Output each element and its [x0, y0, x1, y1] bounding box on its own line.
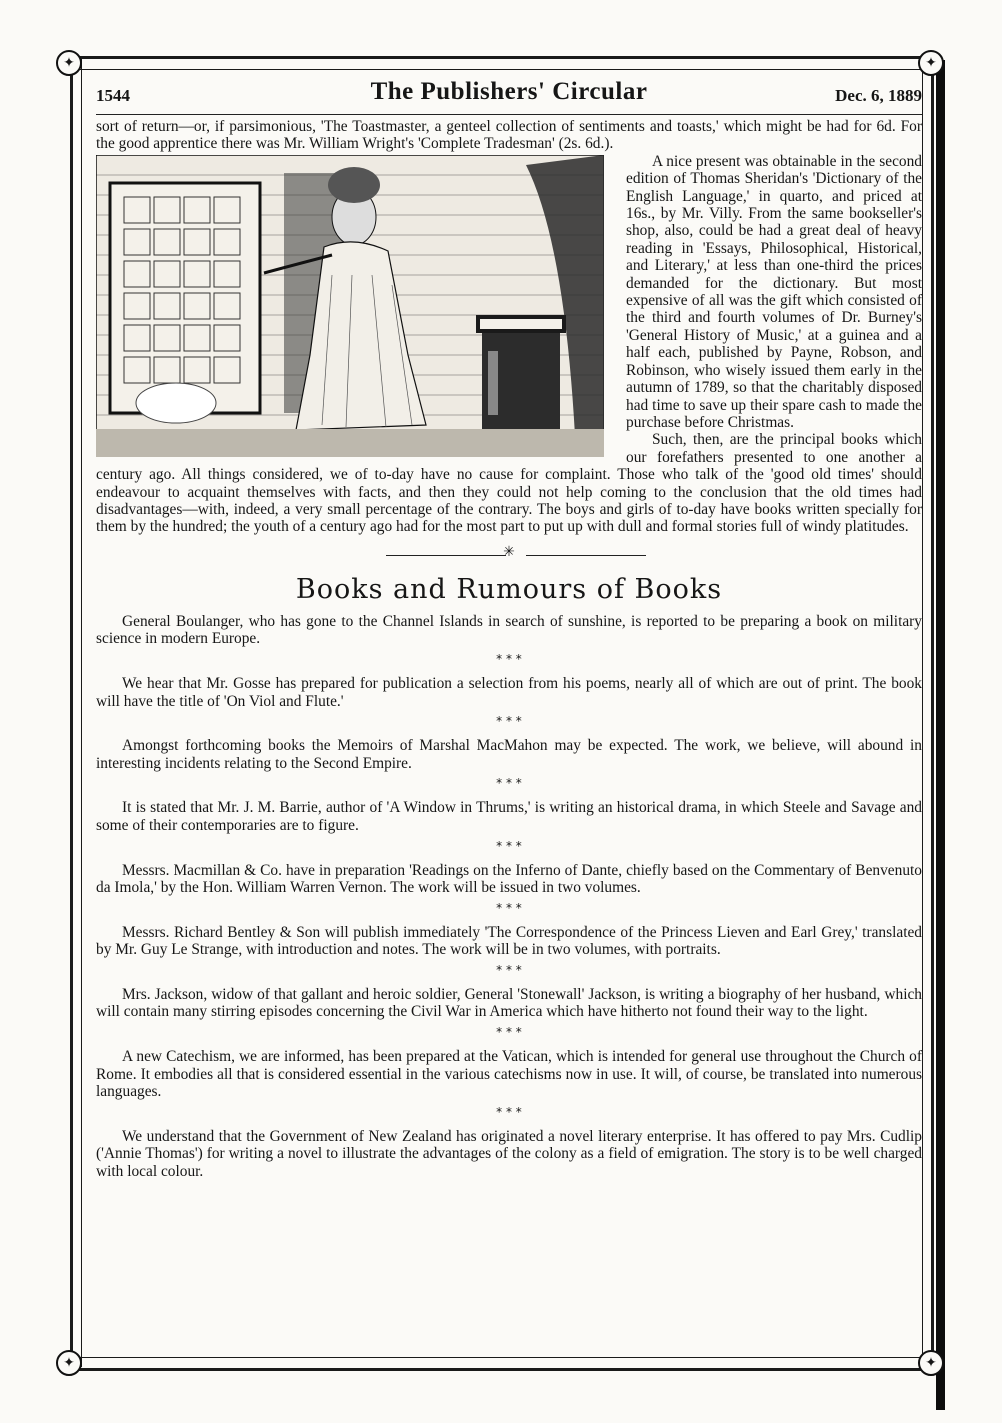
issue-date: Dec. 6, 1889 — [835, 86, 922, 105]
news-item — [96, 613, 922, 648]
news-item-text: A new Catechism, we are informed, has been prepared at the Vatican, which is intended for general use throughout the Church of Rome. It embodies all that is considered essential in the various catechisms now in use. It will, of course, be translated into numerous languages. — [96, 1048, 922, 1101]
journal-title: The Publishers' Circular — [370, 78, 648, 105]
news-item-text: We hear that Mr. Gosse has prepared for publication a selection from his poems, nearly all of which are out of print. The book will have the title of 'On Viol and Flute.' — [96, 674, 922, 710]
asterism: * * * — [496, 962, 522, 977]
corner-ornament-icon: ✦ — [56, 50, 82, 76]
news-item — [96, 675, 922, 710]
corner-ornament-icon: ✦ — [56, 1350, 82, 1376]
asterism: * * * — [496, 838, 522, 853]
frame-top-rule — [62, 56, 940, 70]
news-item — [96, 799, 922, 834]
asterism: * * * — [496, 651, 522, 666]
page-number: 1544 — [96, 86, 130, 105]
paragraph-christmas-books — [96, 153, 922, 432]
news-item — [96, 986, 922, 1021]
section-separator — [96, 542, 922, 568]
news-item-text: Messrs. Macmillan & Co. have in preparation 'Readings on the Inferno of Dante, chiefly based on the Commentary of Benvenuto da Imola,' by the Hon. William Warren Vernon. The work will be issued in two volumes. — [96, 861, 922, 897]
article-body — [96, 118, 922, 1181]
header-rule — [96, 114, 922, 115]
news-item — [96, 1048, 922, 1101]
engraving-illustration — [96, 155, 604, 457]
news-item-text: General Boulanger, who has gone to the Channel Islands in search of sunshine, is reported to be preparing a book on military science in modern Europe. — [96, 612, 922, 648]
running-header — [96, 78, 922, 112]
news-item — [96, 737, 922, 772]
asterism: * * * — [496, 900, 522, 915]
news-item-text: Messrs. Richard Bentley & Son will publish immediately 'The Correspondence of the Princess Lieven and Earl Grey,' translated by Mr. Guy Le Strange, with introduction and notes. The work will be in two volumes, with portraits. — [96, 923, 922, 959]
asterism: * * * — [496, 1104, 522, 1119]
section-title: Books and Rumours of Books — [295, 573, 723, 605]
asterism: * * * — [496, 714, 522, 729]
news-item-text: Amongst forthcoming books the Memoirs of Marshal MacMahon may be expected. The work, we believe, will abound in interesting incidents relating to the Second Empire. — [96, 737, 922, 772]
continued-paragraph: sort of return—or, if parsimonious, 'The Toastmaster, a genteel collection of sentiments and toasts,' which might be had for 6d. For the good apprentice there was Mr. William Wright's 'Complete Tradesman' (2s. 6d.). — [96, 118, 922, 153]
corner-ornament-icon: ✦ — [918, 1350, 944, 1376]
news-item — [96, 924, 922, 959]
frame-right-rule — [922, 56, 934, 1367]
separator-star-icon: ✳ — [503, 543, 515, 560]
separator-line — [526, 555, 646, 556]
frame-bottom-rule — [62, 1357, 940, 1371]
news-item — [96, 862, 922, 897]
news-item-text: It is stated that Mr. J. M. Barrie, author of 'A Window in Thrums,' is writing an historical drama, in which Steele and Savage and some of their contemporaries are to figure. — [96, 799, 922, 834]
corner-ornament-icon: ✦ — [918, 50, 944, 76]
asterism: * * * — [496, 776, 522, 791]
paragraph-conclusion: Such, then, are the principal books which our forefathers presented to one another a century ago. All things considered, we of to-day have no cause for complaint. Those who talk of the 'good old times' should endeavour to acquaint themselves with facts, and then they could not help coming to the conclusion that the old times had disadvantages—with, indeed, a very small percentage of the contrary. The boys and girls of to-day have books written specially for them by the hundred; the youth of a century ago had for the most part to put up with dull and formal stories full of windy platitudes. — [96, 431, 922, 536]
frame-left-rule — [70, 56, 82, 1367]
news-item-text: Mrs. Jackson, widow of that gallant and heroic soldier, General 'Stonewall' Jackson, is writing a biography of her husband, which will contain many stirring episodes concerning the Civil War in America which have hitherto not found their way to the light. — [96, 985, 922, 1021]
scan-edge-bar — [936, 60, 945, 1410]
news-item — [96, 1128, 922, 1181]
paragraph-text: A nice present was obtainable in the second edition of Thomas Sheridan's 'Dictionary of the English Language,' in quarto, and priced at 16s., by Mr. Villy. From the same bookseller's shop, also, could be had a great deal of heavy reading in 'Essays, Philosophical, Historical, and Literary,' at less than one-third the prices demanded for the dictionary. But most expensive of all was the gift which consisted of the third and fourth volumes of Dr. Burney's 'General History of Music,' at a guinea and a half each, published by Payne, Robson, and Robinson, who wisely issued them early in the autumn of 1789, so that the charitably disposed had time to save up their spare cash to made the purchase before Christmas. — [626, 152, 922, 431]
asterism: * * * — [496, 1025, 522, 1040]
news-item-text: We understand that the Government of New Zealand has originated a novel literary enterprise. It has offered to pay Mrs. Cudlip ('Annie Thomas') for writing a novel to illustrate the advantages of the colony as a field of emigration. The story is to be well charged with local colour. — [96, 1127, 922, 1181]
